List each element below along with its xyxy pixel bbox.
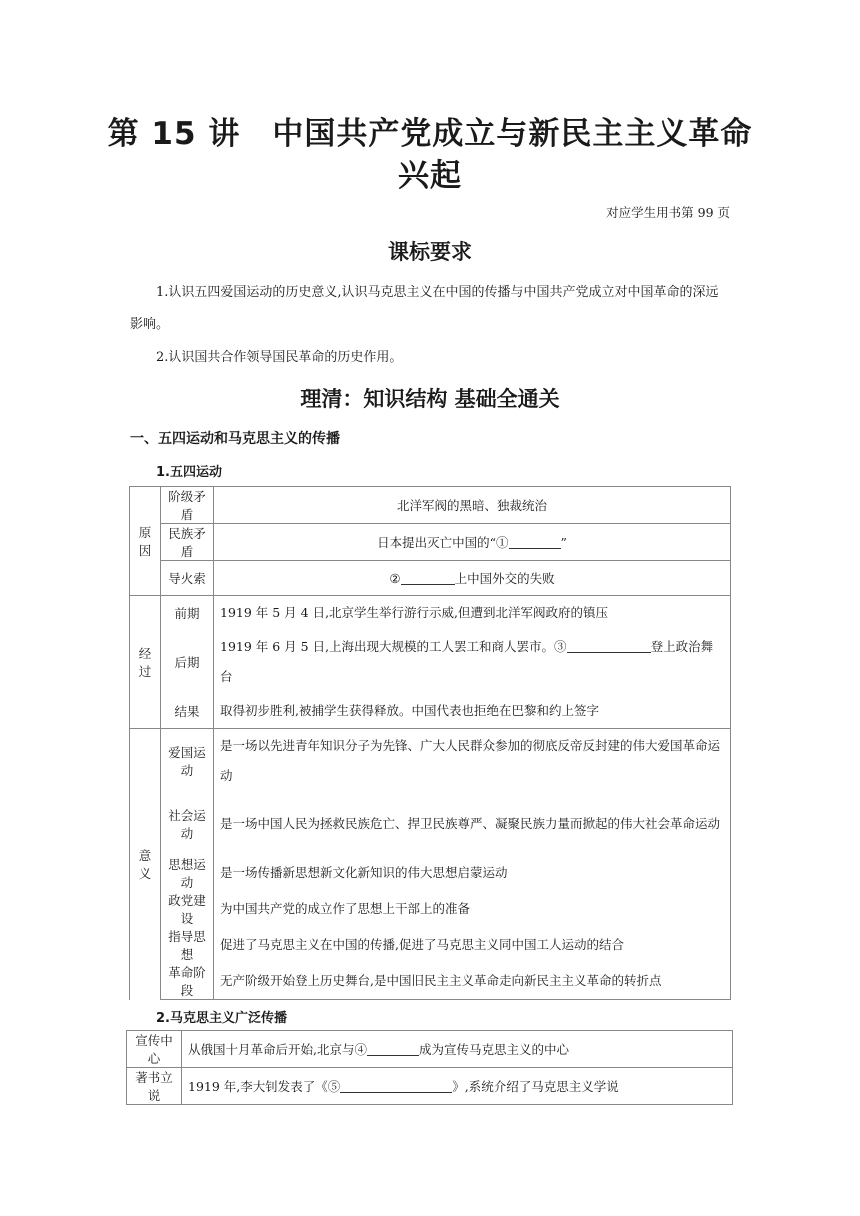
blank-1[interactable]	[509, 534, 561, 549]
table-row-key: 后期	[161, 630, 214, 694]
section-title: 一、五四运动和马克思主义的传播	[130, 431, 340, 447]
table-row-value: 北洋军阀的黑暗、独裁统治	[214, 487, 731, 524]
fill-prefix: 从俄国十月革命后开始,北京与④	[188, 1042, 367, 1057]
table-row-key: 著书立说	[127, 1068, 182, 1105]
table-row-key: 前期	[161, 596, 214, 631]
table-row-value	[214, 630, 731, 694]
table-row-key: 爱国运动	[161, 729, 214, 794]
requirement-item-1: 1.认识五四爱国运动的历史意义,认识马克思主义在中国的传播与中国共产党成立对中国革命的深远影响。	[130, 285, 719, 332]
fill-prefix: ②	[389, 571, 401, 586]
fill-suffix: 上中国外交的失败	[454, 571, 555, 586]
table-row-key: 政党建设	[161, 891, 214, 927]
fill-prefix: 1919 年 6 月 5 日,上海出现大规模的工人罢工和商人罢市。③	[220, 639, 567, 654]
blank-5[interactable]	[340, 1078, 452, 1093]
table-row-key: 阶级矛盾	[161, 487, 214, 524]
table-row-value: 1919 年 5 月 4 日,北京学生举行游行示威,但遭到北洋军阀政府的镇压	[214, 596, 731, 631]
blank-4[interactable]	[367, 1041, 419, 1056]
blank-2[interactable]	[401, 570, 455, 585]
table-row-value	[182, 1031, 733, 1068]
page-title-line1: 第 15 讲 中国共产党成立与新民主主义革命	[107, 116, 753, 152]
table-row-value	[214, 524, 731, 561]
requirement-item-2: 2.认识国共合作领导国民革命的历史作用。	[156, 350, 403, 365]
table-row-key: 社会运动	[161, 793, 214, 855]
page-title-line2: 兴起	[398, 158, 462, 194]
significance-label: 意义	[130, 729, 161, 1000]
fill-prefix: 1919 年,李大钊发表了《⑤	[188, 1079, 341, 1094]
table-row-value: 是一场传播新思想新文化新知识的伟大思想启蒙运动	[214, 855, 731, 891]
structure-heading: 理清：知识结构 基础全通关	[300, 387, 560, 411]
table-row-value: 是一场以先进青年知识分子为先锋、广大人民群众参加的彻底反帝反封建的伟大爱国革命运动	[214, 729, 731, 794]
subsection-title-marxism: 2.马克思主义广泛传播	[156, 1011, 287, 1026]
table-row-key: 民族矛盾	[161, 524, 214, 561]
fill-suffix: ”	[560, 535, 567, 550]
table-row-key: 导火索	[161, 561, 214, 596]
blank-3[interactable]	[567, 638, 651, 653]
table-row-key: 结果	[161, 694, 214, 729]
table-row-key: 思想运动	[161, 855, 214, 891]
page-reference: 对应学生用书第 99 页	[606, 205, 730, 220]
table-row-value	[214, 561, 731, 596]
table-row-value: 促进了马克思主义在中国的传播,促进了马克思主义同中国工人运动的结合	[214, 927, 731, 963]
table-row-key: 宣传中心	[127, 1031, 182, 1068]
table-row-key: 革命阶段	[161, 963, 214, 1000]
table-row-value: 无产阶级开始登上历史舞台,是中国旧民主主义革命走向新民主主义革命的转折点	[214, 963, 731, 1000]
subsection-title-may-fourth: 1.五四运动	[156, 465, 222, 480]
may-fourth-table	[129, 486, 731, 1000]
fill-suffix: 登上政治舞台	[220, 639, 714, 684]
requirements-heading: 课标要求	[388, 240, 472, 264]
marxism-table	[126, 1030, 733, 1105]
table-row-value	[182, 1068, 733, 1105]
fill-prefix: 日本提出灭亡中国的“①	[377, 535, 509, 550]
table-row-value: 为中国共产党的成立作了思想上干部上的准备	[214, 891, 731, 927]
table-row-value: 是一场中国人民为拯救民族危亡、捍卫民族尊严、凝聚民族力量而掀起的伟大社会革命运动	[214, 793, 731, 855]
process-label: 经过	[130, 596, 161, 729]
fill-suffix: 成为宣传马克思主义的中心	[418, 1042, 569, 1057]
cause-label: 原因	[130, 487, 161, 596]
fill-suffix: 》,系统介绍了马克思主义学说	[452, 1079, 619, 1094]
table-row-value: 取得初步胜利,被捕学生获得释放。中国代表也拒绝在巴黎和约上签字	[214, 694, 731, 729]
table-row-key: 指导思想	[161, 927, 214, 963]
